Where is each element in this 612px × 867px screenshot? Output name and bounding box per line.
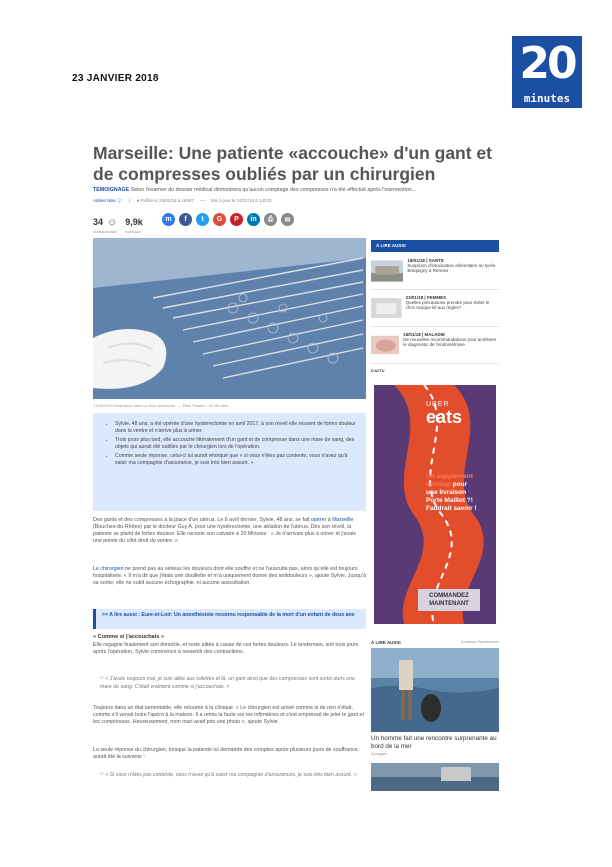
paragraph-1 bbox=[93, 517, 366, 545]
aside-thumb-image bbox=[371, 330, 399, 360]
aside-item-title: Quelles précautions prendre pour éviter le choc toxique lié aux règles? bbox=[405, 300, 490, 311]
aside2-title[interactable]: Un homme fait une rencontre surprenante au bord de la mer bbox=[371, 735, 497, 750]
messenger-share-icon[interactable]: m bbox=[162, 213, 175, 226]
ad-brand-main: eats bbox=[426, 407, 463, 427]
twitter-icon[interactable]: 🐦︎ bbox=[117, 198, 123, 203]
article-title: Marseille: Une patiente «accouche» d'un gant et de compresses oubliés par un chirurgien bbox=[93, 143, 492, 184]
ad-line-rest: pour bbox=[450, 481, 468, 488]
pinterest-share-icon[interactable]: P bbox=[230, 213, 243, 226]
article-photo bbox=[93, 238, 366, 399]
ad-message bbox=[426, 473, 494, 513]
facebook-share-icon[interactable]: f bbox=[179, 213, 192, 226]
shares-number: 9,9k bbox=[125, 217, 143, 227]
sponsored-thumb-image bbox=[371, 763, 499, 791]
quote-mark-icon: “ bbox=[100, 771, 104, 782]
ad-highlight: ketchup bbox=[426, 481, 451, 488]
aside-item-3[interactable] bbox=[371, 328, 499, 364]
logo-number: 20 bbox=[519, 38, 575, 89]
share-buttons bbox=[162, 213, 294, 226]
comments-label: COMMENTAIRES bbox=[93, 230, 118, 234]
email-icon[interactable]: ✉ bbox=[281, 213, 294, 226]
clock-icon: ● bbox=[136, 198, 140, 203]
ad-line: Faudrait savoir ! bbox=[426, 505, 477, 512]
uber-eats-ad[interactable] bbox=[374, 385, 496, 624]
ad-brand-top: UBER bbox=[426, 401, 450, 408]
summary-item: • Comme seule réponse, celui-ci lui aurait rétorqué que « si vous n'êtes pas contente, vous n'avez qu'à saisir ma compagnie d'assurance, je suis très bien assuré. » bbox=[115, 453, 356, 467]
quote-mark-icon: “ bbox=[100, 675, 104, 686]
aside2-photo-2[interactable] bbox=[371, 763, 499, 791]
article-lead bbox=[93, 187, 493, 193]
lead-text: Selon l'examen du dossier médical démontrera qu'aucun comptage des compresses n'a été effectué après l'intervention... bbox=[130, 187, 417, 193]
author-name[interactable]: Adrien Max bbox=[93, 198, 116, 203]
aside-item-title: De nouvelles recommandations pour améliorer le diagnostic de l'endométriose bbox=[403, 337, 497, 348]
quote-1 bbox=[100, 676, 360, 691]
aside-item-date: 23/01/18 | FEMMES bbox=[405, 295, 447, 300]
link-marseille[interactable]: Marseille bbox=[332, 517, 354, 523]
aside2-source: Sphagate bbox=[371, 752, 388, 756]
comments-count[interactable] bbox=[93, 212, 117, 234]
link-operer[interactable]: opérer bbox=[311, 517, 327, 523]
link-chirurgien[interactable]: Le chirurgien bbox=[93, 566, 124, 572]
sponsor-label: Contenus Sponsorisés bbox=[460, 640, 499, 644]
paragraph-4: Toujours dans un état lamentable, elle retourne à la clinique. « Le chirurgien est arrivé comme si de rien n'était, comme s'il venait boire l'apéro à la maison. Il a remis la faute sur les infirmières et s'est empressé de jeter le gant et les compresses. Heureusement, mon mari avait pris une photo », ajoute Sylvie. bbox=[93, 705, 364, 725]
article-counts bbox=[93, 212, 143, 234]
aside2-heading bbox=[371, 640, 499, 645]
article-meta: Adrien Max 🐦︎ | ● Publié le 23/01/18 à 16h57 — Mis à jour le 24/01/18 à 14h33 bbox=[93, 198, 272, 203]
aside-item-1[interactable] bbox=[371, 254, 499, 290]
summary-item: • Sylvie, 48 ans, a été opérée d'une hystérectomie en avril 2017, à son réveil elle ressent de fortes douleur dans la ventre et n'arrive plus à uriner. bbox=[115, 421, 356, 435]
related-article-link[interactable]: >> A lire aussi : Eure-et-Loir: Un anesthésiste reconnu responsable de la mort d'un enfant de deux ans bbox=[93, 609, 366, 629]
aside-heading: À LIRE AUSSI bbox=[371, 240, 499, 252]
man-at-sea-image bbox=[371, 648, 499, 732]
photo-caption: 17/06/2015 Illustration dans un bloc opératoire. — Elise Frisullo / 20 Minutes bbox=[93, 403, 229, 408]
aside-item-date: 19/01/18 | SANTE bbox=[407, 258, 444, 263]
surgical-instruments-image bbox=[93, 238, 366, 399]
quote-text: « Si vous n'êtes pas contente, vous n'avez qu'à saisir ma compagnie d'assurances, je suis très bien assuré. » bbox=[105, 772, 357, 778]
logo-word: minutes bbox=[523, 92, 571, 105]
aside-item-title: Suspicion d'intoxication alimentaire au lycée Bréquigny à Rennes bbox=[407, 263, 496, 274]
google-plus-share-icon[interactable]: G bbox=[213, 213, 226, 226]
summary-item: • Trois jours plus tard, elle accouche littéralement d'un gant et de compresse dans une mare de sang, des objets qui aurait été oubliés par le chirurgien lors de l'opération. bbox=[115, 437, 356, 451]
print-icon[interactable]: ⎙ bbox=[264, 213, 277, 226]
quote-text: « J'avais toujours mal, je suis allée aux toilettes et là, un gant ainsi que des compresses sont sortis dans une mare de sang. C'était vraiment comme si j'accouchais. » bbox=[100, 676, 355, 690]
shares-count bbox=[125, 212, 143, 234]
ad-line: une livraison bbox=[426, 489, 467, 496]
paragraph-text: ne prend pas au sérieux les douleurs dont elle souffre et ne l'ausculte pas, alors qu'elle est toujours hospitalisée. « Il m'a dit que j'étais une douillette et m'a uniquement donné des antidouleurs », ajoute Sylvie. Jusqu'à sa sortie, elle ne subit aucune échographie, ni aucune auscultation. bbox=[93, 566, 366, 586]
ad-line: Un supplément bbox=[426, 473, 473, 480]
shares-label: PARTAGES bbox=[125, 230, 142, 234]
daily-news-label: D'ACTU bbox=[371, 369, 385, 373]
article-subhead: « Comme si j'accouchais » bbox=[93, 634, 164, 640]
comment-icon: 💬︎ bbox=[107, 220, 117, 227]
published-date: Publié le 23/01/18 à 16h57 bbox=[140, 198, 194, 203]
twitter-share-icon[interactable]: t bbox=[196, 213, 209, 226]
aside-thumb-image bbox=[371, 293, 402, 323]
paragraph-text: (Bouches-du-Rhône) par le docteur Guy A. pour une hystérectomie, une ablation de l'utérus. Dès son réveil, la patiente se plaint de fortes douleur. Elle raconte son calvaire à 20 Minutes : « Je n'arrivais plus à uriner et j'avais une pointe du côté droit du ventre. » bbox=[93, 524, 356, 544]
paragraph-3: Elle regagne finalement son domicile, et reste alitée à cause de ces fortes douleurs. Le lendemain, soit trois jours après l'opération, Sylvie commence à ressentir des contractions. bbox=[93, 642, 359, 655]
aside-thumb-image bbox=[371, 256, 403, 286]
paragraph-text: Des gants et des compresses à la place d'un utérus. Le 6 avril dernier, Sylvie, 48 ans, se fait bbox=[93, 517, 312, 523]
paragraph-5: La seule réponse du chirurgien, lorsque la patiente lui demande des comptes après plusieurs jours de souffrance, aurait été la suivante : bbox=[93, 747, 360, 760]
comments-number: 34 bbox=[93, 217, 104, 227]
quote-2 bbox=[100, 772, 360, 780]
aside2-heading-text: À LIRE AUSSI bbox=[371, 640, 401, 645]
updated-date: Mis à jour le 24/01/18 à 14h33 bbox=[211, 198, 272, 203]
ad-line: Porte Maillot ?! bbox=[426, 497, 473, 504]
aside-item-2[interactable] bbox=[371, 291, 499, 327]
ad-line bbox=[426, 481, 494, 489]
paragraph-2 bbox=[93, 566, 366, 587]
lead-tag: TEMOIGNAGE bbox=[93, 187, 130, 193]
paragraph-text: à bbox=[326, 517, 333, 523]
20-minutes-logo[interactable] bbox=[512, 36, 582, 108]
ad-cta-button[interactable]: COMMANDEZ MAINTENANT bbox=[418, 589, 480, 611]
aside-item-date: 16/01/18 | MALADIE bbox=[403, 332, 445, 337]
linkedin-share-icon[interactable]: in bbox=[247, 213, 260, 226]
aside2-photo[interactable] bbox=[371, 648, 499, 732]
page-date: 23 JANVIER 2018 bbox=[72, 73, 159, 84]
article-summary bbox=[93, 413, 366, 511]
